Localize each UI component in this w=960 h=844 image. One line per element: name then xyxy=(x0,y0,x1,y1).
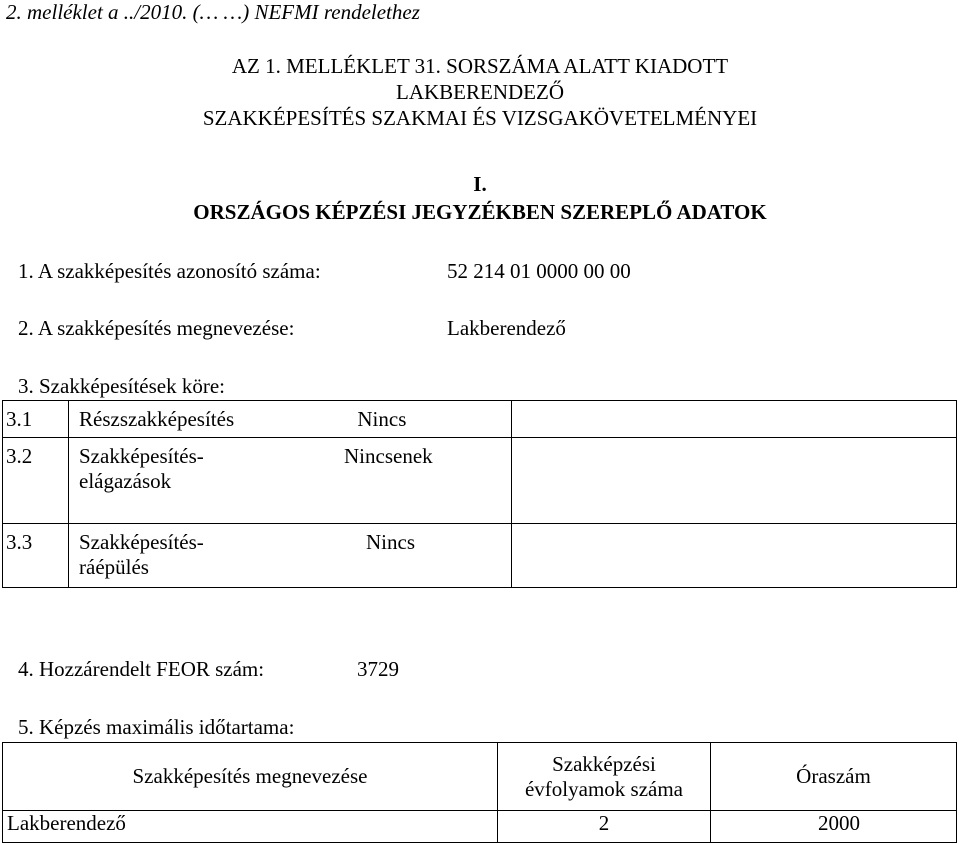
scope-num-cell xyxy=(3,438,69,524)
feor-value: 3729 xyxy=(357,657,399,681)
scope-label-text: Részszakképesítés xyxy=(79,407,235,431)
scope-empty-cell xyxy=(512,401,957,438)
id-value: 52 214 01 0000 00 00 xyxy=(447,259,631,283)
scope-label-cell xyxy=(69,438,512,524)
scope-value-text: Nincs xyxy=(357,407,407,431)
table-row xyxy=(3,401,957,438)
table-row xyxy=(3,811,957,843)
header-grades-line1: Szakképzési xyxy=(552,751,656,776)
document-title-line-3: SZAKKÉPESÍTÉS SZAKMAI ÉS VIZSGAKÖVETELMÉNYEI xyxy=(202,106,758,130)
id-label: 1. A szakképesítés azonosító száma: xyxy=(18,259,321,283)
scope-empty-cell xyxy=(512,438,957,524)
header-grades-cell xyxy=(498,743,711,811)
scope-label: 3. Szakképesítések köre: xyxy=(18,374,226,398)
section-title: ORSZÁGOS KÉPZÉSI JEGYZÉKBEN SZEREPLŐ ADATOK xyxy=(193,200,767,224)
duration-label: 5. Képzés maximális időtartama: xyxy=(18,715,295,739)
scope-label-line1: Szakképesítés- xyxy=(79,444,204,468)
header-hours: Óraszám xyxy=(796,764,871,788)
scope-value-text: Nincs xyxy=(366,530,415,554)
scope-table xyxy=(2,400,957,588)
duration-table xyxy=(2,742,957,843)
section-number: I. xyxy=(473,172,487,196)
scope-num: 3.1 xyxy=(6,407,33,431)
row-hours: 2000 xyxy=(818,811,860,835)
row-grades-cell xyxy=(498,811,711,843)
scope-label-line2: ráépülés xyxy=(79,555,149,579)
scope-label-cell xyxy=(69,401,512,438)
document-title-line-2: LAKBERENDEZŐ xyxy=(396,80,564,104)
scope-label-line2: elágazások xyxy=(79,469,172,493)
scope-num-cell xyxy=(3,524,69,588)
annex-reference: 2. melléklet a ../2010. (… …) NEFMI rendelethez xyxy=(6,0,420,24)
feor-label: 4. Hozzárendelt FEOR szám: xyxy=(18,657,265,681)
scope-num: 3.3 xyxy=(6,530,33,554)
row-hours-cell xyxy=(711,811,957,843)
header-name-cell xyxy=(3,743,498,811)
table-row xyxy=(3,743,957,811)
scope-num-cell xyxy=(3,401,69,438)
header-grades-line2: évfolyamok száma xyxy=(524,776,684,801)
scope-empty-cell xyxy=(512,524,957,588)
scope-label-cell xyxy=(69,524,512,588)
document-title-line-1: AZ 1. MELLÉKLET 31. SORSZÁMA ALATT KIADOTT xyxy=(231,54,729,78)
header-name: Szakképesítés megnevezése xyxy=(132,764,368,788)
row-name: Lakberendező xyxy=(7,811,126,835)
header-hours-cell xyxy=(711,743,957,811)
table-row xyxy=(3,524,957,588)
scope-label-line1: Szakképesítés- xyxy=(79,530,204,554)
scope-num: 3.2 xyxy=(6,444,33,468)
name-value: Lakberendező xyxy=(447,316,566,340)
table-row xyxy=(3,438,957,524)
scope-value-text: Nincsenek xyxy=(344,444,433,468)
name-label: 2. A szakképesítés megnevezése: xyxy=(18,316,295,340)
row-name-cell xyxy=(3,811,498,843)
row-grades: 2 xyxy=(598,811,610,835)
